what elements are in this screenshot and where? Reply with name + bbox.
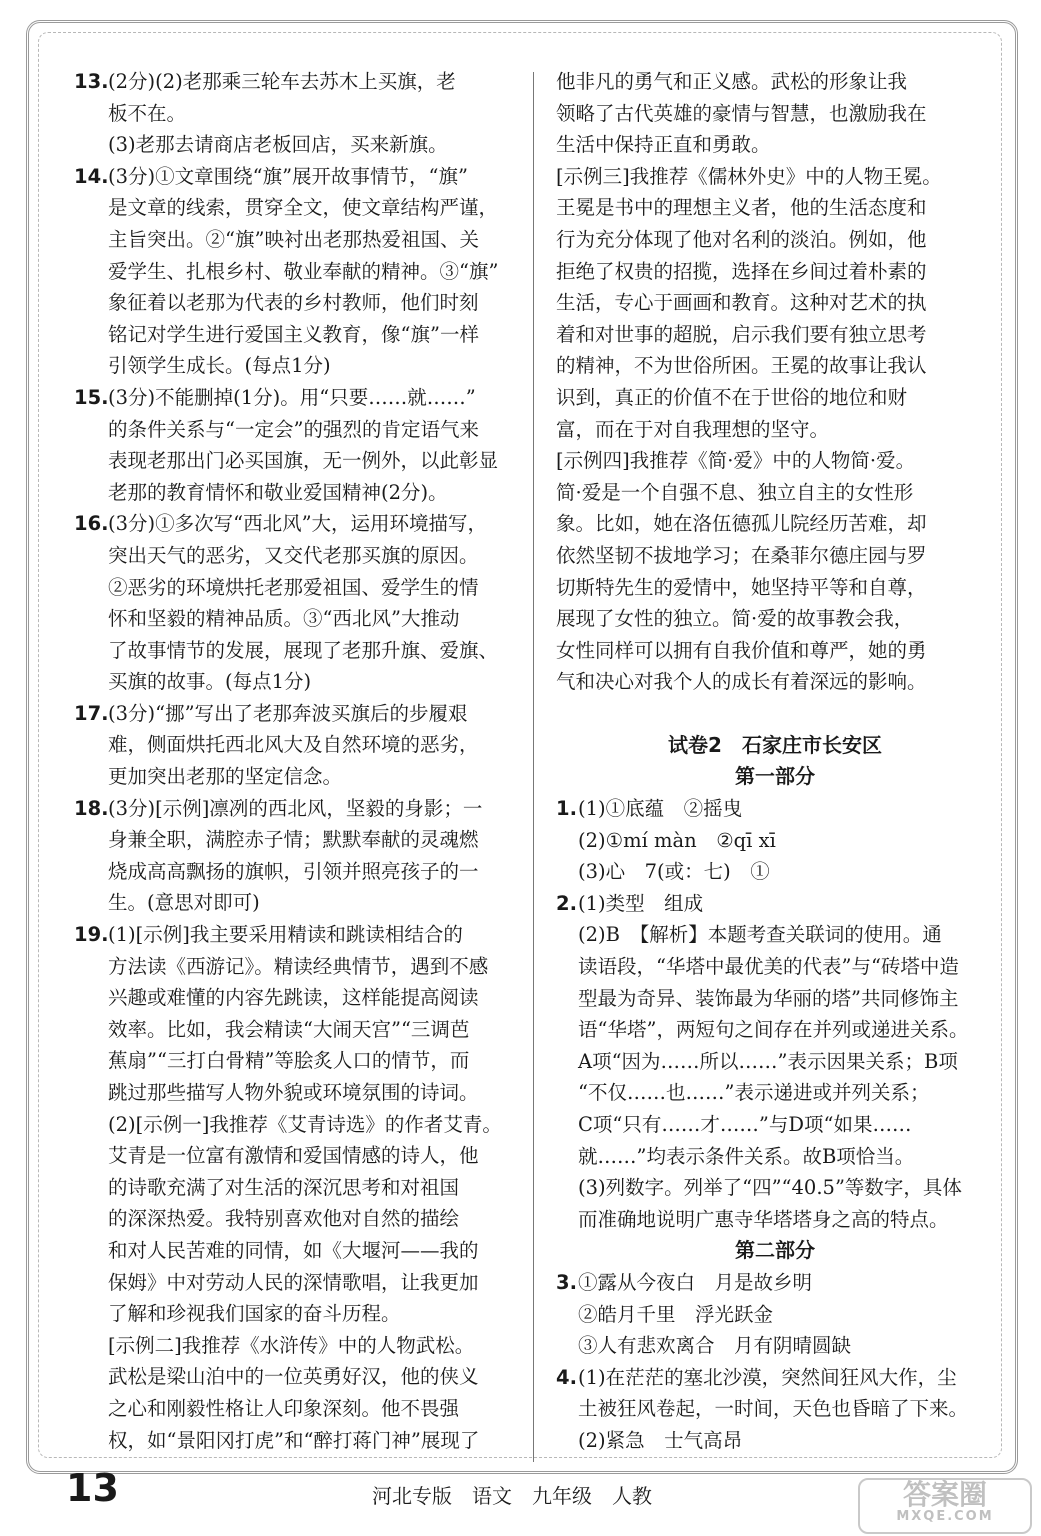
- answer-line: 是文章的线索，贯穿全文，使文章结构严谨，: [108, 196, 499, 220]
- answer-line: 老那的教育情怀和敬业爱国精神(2分)。: [108, 480, 448, 504]
- left-column: [74, 66, 526, 1456]
- section-title: 试卷2 石家庄市长安区: [668, 732, 882, 757]
- answer-line: 王冕是书中的理想主义者，他的生活态度和: [556, 196, 927, 220]
- answer-line: (3)列数字。列举了“四”“40.5”等数字，具体: [578, 1176, 962, 1200]
- answer-line: 行为充分体现了他对名利的淡泊。例如，他: [556, 227, 927, 251]
- answer-text: (1)在茫茫的塞北沙漠，突然间狂风大作，尘: [578, 1365, 957, 1389]
- answer-line: C项“只有……才……”与D项“如果……: [578, 1113, 912, 1136]
- answer-line: 和对人民苦难的同情，如《大堰河——我的: [108, 1238, 479, 1262]
- answer-line: 更加突出老那的坚定信念。: [108, 765, 343, 789]
- answer-line: 的精神，不为世俗所困。王冕的故事让我认: [556, 354, 927, 378]
- answer-line: 跳过那些描写人物外貌或环境氛围的诗词。: [108, 1081, 479, 1104]
- answer-line: (2)紧急 士气高昂: [578, 1428, 743, 1452]
- answer-number: 18.: [74, 796, 109, 820]
- answer-line: 富，而在于对自我理想的坚守。: [556, 417, 830, 441]
- answer-line: 语“华塔”，两短句之间存在并列或递进关系。: [578, 1018, 969, 1042]
- answer-line: 着和对世事的超脱，启示我们要有独立思考: [556, 322, 927, 346]
- answer-line: 买旗的故事。(每点1分): [108, 670, 312, 694]
- part-two-answers: [556, 1267, 994, 1457]
- watermark-text: 答案圈: [902, 1478, 987, 1511]
- answer-line: 象征着以老那为代表的乡村教师，他们时刻: [108, 291, 479, 315]
- answer-line: 识到，真正的价值不在于世俗的地位和财: [556, 385, 908, 409]
- right-column-continuation: [556, 66, 994, 698]
- answer-line: 拒绝了权贵的招揽，选择在乡间过着朴素的: [556, 259, 927, 283]
- answer-text: (3分)不能删掉(1分)。用“只要……就……”: [108, 385, 476, 409]
- answer-text: (1)[示例]我主要采用精读和跳读相结合的: [108, 923, 463, 947]
- answer-line: (2)[示例一]我推荐《艾青诗选》的作者艾青。: [108, 1112, 502, 1136]
- answer-item: [74, 793, 526, 825]
- answer-line: 土被狂风卷起，一时间，天色也昏暗了下来。: [578, 1397, 969, 1421]
- answer-item: [556, 888, 994, 920]
- answer-line: 主旨突出。②“旗”映衬出老那热爱祖国、关: [108, 227, 479, 251]
- answer-line: [示例四]我推荐《简·爱》中的人物简·爱。: [556, 449, 916, 473]
- answer-number: 17.: [74, 701, 109, 725]
- part-two-title: 第二部分: [735, 1238, 815, 1263]
- answer-line: 之心和刚毅性格让人印象深刻。他不畏强: [108, 1396, 460, 1420]
- answer-line: ②皓月千里 浮光跃金: [578, 1302, 774, 1326]
- answer-line: 的深深热爱。我特别喜欢他对自然的描绘: [108, 1207, 460, 1231]
- answer-text: (3分)[示例]凛冽的西北风，坚毅的身影；一: [108, 796, 483, 820]
- answer-line: 展现了女性的独立。简·爱的故事教会我，: [556, 607, 914, 631]
- answer-number: 14.: [74, 164, 109, 188]
- answer-line: [示例三]我推荐《儒林外史》中的人物王冕。: [556, 164, 942, 188]
- answer-line: 简·爱是一个自强不息、独立自主的女性形: [556, 480, 914, 504]
- answer-line: 他非凡的勇气和正义感。武松的形象让我: [556, 70, 908, 93]
- answer-line: 了故事情节的发展，展现了老那升旗、爱旗、: [108, 638, 499, 662]
- answer-number: 2.: [556, 891, 577, 915]
- answer-number: 4.: [556, 1365, 577, 1389]
- answer-line: 难，侧面烘托西北风大及自然环境的恶劣，: [108, 733, 479, 757]
- answer-line: 就……”均表示条件关系。故B项恰当。: [578, 1144, 915, 1168]
- answer-line: 生。(意思对即可): [108, 891, 260, 915]
- answer-line: 读语段，“华塔中最优美的代表”与“砖塔中造: [578, 955, 959, 979]
- answer-line: ③人有悲欢离合 月有阴晴圆缺: [578, 1334, 852, 1358]
- answer-number: 13.: [74, 70, 109, 93]
- column-divider: [533, 72, 534, 1462]
- right-column: [556, 66, 994, 1457]
- answer-number: 15.: [74, 385, 109, 409]
- answer-line: (3)心 7(或：七) ①: [578, 860, 770, 884]
- answer-item: [556, 1267, 994, 1299]
- answer-line: 爱学生、扎根乡村、敬业奉献的精神。③“旗”: [108, 259, 499, 283]
- answer-line: (3)老那去请商店老板回店，买来新旗。: [108, 133, 448, 157]
- answer-line: 权，如“景阳冈打虎”和“醉打蒋门神”展现了: [108, 1428, 480, 1452]
- answer-number: 1.: [556, 797, 577, 821]
- answer-item: [556, 793, 994, 825]
- answer-line: A项“因为……所以……”表示因果关系；B项: [578, 1049, 958, 1073]
- answer-line: 兴趣或难懂的内容先跳读，这样能提高阅读: [108, 986, 479, 1010]
- answer-line: 生活中保持正直和勇敢。: [556, 133, 771, 157]
- answer-line: 表现老那出门必买国旗，无一例外，以此彰显: [108, 449, 499, 473]
- answer-line: (2)B 【解析】本题考查关联词的使用。通: [578, 923, 942, 947]
- answer-item: [74, 382, 526, 414]
- answer-item: [74, 161, 526, 193]
- watermark-sub: MXQE.COM: [896, 1509, 994, 1524]
- answer-line: 武松是梁山泊中的一位英勇好汉，他的侠义: [108, 1365, 479, 1389]
- part-one-title: 第一部分: [735, 764, 815, 789]
- answer-text: (1)类型 组成: [578, 891, 704, 915]
- answer-item: [74, 508, 526, 540]
- answer-line: 保姆》中对劳动人民的深情歌唱，让我更加: [108, 1270, 479, 1294]
- answer-line: 蕉扇”“三打白骨精”等脍炙人口的情节，而: [108, 1049, 470, 1073]
- answer-text: ①露从今夜白 月是故乡明: [578, 1270, 813, 1294]
- answer-item: [74, 919, 526, 951]
- answer-line: 怀和坚毅的精神品质。③“西北风”大推动: [108, 607, 460, 631]
- answer-line: 而准确地说明广惠寺华塔塔身之高的特点。: [578, 1207, 949, 1231]
- page-number: 13: [66, 1466, 119, 1510]
- answer-line: 方法读《西游记》。精读经典情节，遇到不感: [108, 954, 489, 978]
- answer-line: 烧成高高飘扬的旗帜，引领并照亮孩子的一: [108, 859, 479, 883]
- answer-line: 气和决心对我个人的成长有着深远的影响。: [556, 670, 927, 694]
- answer-item: [74, 698, 526, 730]
- answer-text: (3分)①多次写“西北风”大，运用环境描写，: [108, 512, 488, 536]
- answer-line: (2)①mí màn ②qī xī: [578, 828, 776, 852]
- answer-number: 19.: [74, 923, 109, 947]
- answer-number: 3.: [556, 1270, 577, 1294]
- answer-line: “不仅……也……”表示递进或并列关系；: [578, 1081, 930, 1105]
- footer-text: 河北专版 语文 九年级 人教: [372, 1484, 652, 1508]
- answer-line: 板不在。: [108, 101, 187, 125]
- answer-line: 了解和珍视我们国家的奋斗历程。: [108, 1302, 401, 1326]
- answer-line: 的诗歌充满了对生活的深沉思考和对祖国: [108, 1175, 460, 1199]
- answer-text: (3分)“挪”写出了老那奔波买旗后的步履艰: [108, 701, 468, 725]
- answer-text: (2分)(2)老那乘三轮车去苏木上买旗，老: [108, 70, 456, 93]
- answer-text: (3分)①文章围绕“旗”展开故事情节，“旗”: [108, 164, 468, 188]
- answer-line: 艾青是一位富有激情和爱国情感的诗人，他: [108, 1144, 479, 1168]
- answer-line: 型最为奇异、装饰最为华丽的塔”共同修饰主: [578, 986, 959, 1010]
- answer-line: 突出天气的恶劣，又交代老那买旗的原因。: [108, 543, 479, 567]
- answer-line: ②恶劣的环境烘托老那爱祖国、爱学生的情: [108, 575, 479, 599]
- answer-line: 引领学生成长。(每点1分): [108, 354, 331, 378]
- answer-line: 女性同样可以拥有自我价值和尊严，她的勇: [556, 638, 927, 662]
- answer-line: 效率。比如，我会精读“大闹天宫”“三调芭: [108, 1017, 470, 1041]
- answer-item: [556, 1362, 994, 1394]
- answer-line: 身兼全职，满腔赤子情；默默奉献的灵魂燃: [108, 828, 479, 852]
- answer-line: 象。比如，她在洛伍德孤儿院经历苦难，却: [556, 512, 927, 536]
- answer-item: [74, 66, 526, 98]
- answer-line: 铭记对学生进行爱国主义教育，像“旗”一样: [108, 322, 479, 346]
- answer-line: 依然坚韧不拔地学习；在桑菲尔德庄园与罗: [556, 543, 927, 567]
- answer-line: 领略了古代英雄的豪情与智慧，也激励我在: [556, 101, 927, 125]
- answer-text: (1)①底蕴 ②摇曳: [578, 797, 743, 821]
- answer-number: 16.: [74, 512, 109, 536]
- answer-line: 生活，专心于画画和教育。这种对艺术的执: [556, 291, 927, 315]
- answer-line: [示例二]我推荐《水浒传》中的人物武松。: [108, 1333, 475, 1357]
- answer-line: 的条件关系与“一定会”的强烈的肯定语气来: [108, 417, 479, 441]
- watermark-logo: [858, 1478, 1032, 1534]
- part-one-answers: [556, 793, 994, 1235]
- answer-line: 切斯特先生的爱情中，她坚持平等和自尊，: [556, 575, 927, 599]
